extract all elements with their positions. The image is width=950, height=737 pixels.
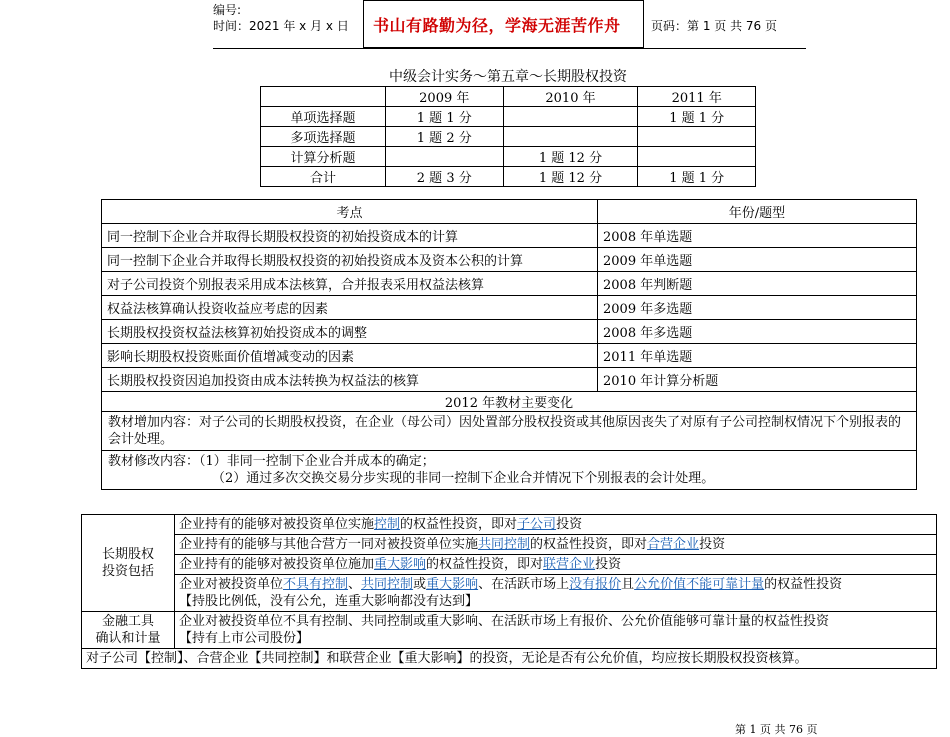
joint-control-term: 共同控制 <box>361 577 414 592</box>
table-row <box>102 320 917 344</box>
year-type-cell: 2010 年计算分析题 <box>598 368 917 392</box>
text: 、 <box>348 577 362 592</box>
text: 的权益性投资，即对 <box>426 557 544 572</box>
page-number-header: 页码：第 1 页 共 76 页 <box>651 19 777 33</box>
table-cell <box>386 147 504 167</box>
table-row <box>261 107 756 127</box>
time-label: 时间：2021 年 x 月 x 日 <box>213 19 349 33</box>
text: 的权益性投资，即对 <box>530 537 648 552</box>
table-cell: 1 题 1 分 <box>638 107 756 127</box>
serial-label: 编号: <box>213 3 242 17</box>
changes-title: 2012 年教材主要变化 <box>102 392 917 412</box>
text: 的权益性投资，即对 <box>400 517 518 532</box>
text: 或 <box>413 577 427 592</box>
fin-label-line-2: 确认和计量 <box>95 631 161 646</box>
other-equity-row <box>175 575 937 612</box>
table-row <box>261 127 756 147</box>
lti-label-line-2: 投资包括 <box>101 564 154 579</box>
fin-label-line-1: 金融工具 <box>101 614 154 629</box>
table-row <box>102 272 917 296</box>
year-type-cell: 2011 年单选题 <box>598 344 917 368</box>
page-number-footer: 第 1 页 共 76 页 <box>735 723 818 736</box>
table-row <box>82 575 937 612</box>
table-row <box>261 167 756 187</box>
test-points-table <box>101 199 917 490</box>
table-row <box>82 555 937 575</box>
column-header: 年份/题型 <box>598 200 917 224</box>
fin-label <box>82 612 175 649</box>
table-row <box>102 200 917 224</box>
column-header: 考点 <box>102 200 598 224</box>
point-cell: 长期股权投资因追加投资由成本法转换为权益法的核算 <box>102 368 598 392</box>
table-cell <box>261 87 386 107</box>
table-row <box>102 224 917 248</box>
financial-instrument-row <box>175 612 937 649</box>
revised-line-2: （2）通过多次交换交易分步实现的非同一控制下企业合并情况下个别报表的会计处理。 <box>212 471 715 486</box>
table-row <box>102 392 917 412</box>
header-rule <box>213 48 806 49</box>
investment-concept-table <box>81 514 937 669</box>
text: 投资 <box>595 557 622 572</box>
table-row <box>102 368 917 392</box>
point-cell: 对子公司投资个别报表采用成本法核算，合并报表采用权益法核算 <box>102 272 598 296</box>
year-type-cell: 2008 年单选题 <box>598 224 917 248</box>
table-cell: 1 题 12 分 <box>503 167 638 187</box>
subsidiary-row <box>175 515 937 535</box>
row-label: 单项选择题 <box>261 107 386 127</box>
table-row <box>261 87 756 107</box>
associate-row <box>175 555 937 575</box>
row-label: 多项选择题 <box>261 127 386 147</box>
year-type-cell: 2009 年单选题 <box>598 248 917 272</box>
no-control-term: 不具有控制 <box>283 577 349 592</box>
no-quote-term: 没有报价 <box>569 577 622 592</box>
text: 企业持有的能够对被投资单位施加 <box>179 557 375 572</box>
table-row <box>102 412 917 451</box>
exam-distribution-table <box>260 86 756 187</box>
table-row <box>82 612 937 649</box>
fair-value-term: 公允价值不能可靠计量 <box>634 577 765 592</box>
table-row <box>102 344 917 368</box>
fin-text: 企业对被投资单位不具有控制、共同控制或重大影响、在活跃市场上有报价、公允价值能够可靠计量的权益性投资 <box>179 614 830 629</box>
lti-label-line-1: 长期股权 <box>101 547 154 562</box>
header-meta <box>213 2 363 34</box>
other-equity-note: 【持股比例低，没有公允，连重大影响都没有达到】 <box>179 594 479 609</box>
point-cell: 长期股权投资权益法核算初始投资成本的调整 <box>102 320 598 344</box>
table-cell <box>503 107 638 127</box>
joint-venture-row <box>175 535 937 555</box>
subsidiary-term: 子公司 <box>517 517 557 532</box>
year-header: 2010 年 <box>503 87 638 107</box>
table-row <box>102 248 917 272</box>
text: 企业持有的能够与其他合营方一同对被投资单位实施 <box>179 537 479 552</box>
year-type-cell: 2008 年多选题 <box>598 320 917 344</box>
summary-row: 对子公司【控制】、合营企业【共同控制】和联营企业【重大影响】的投资，无论是否有公允价值，均应按长期股权投资核算。 <box>82 649 937 669</box>
year-header: 2009 年 <box>386 87 504 107</box>
table-row <box>82 649 937 669</box>
text: 投资 <box>699 537 726 552</box>
revised-line-1: 教材修改内容：（1）非同一控制下企业合并成本的确定； <box>108 454 435 469</box>
point-cell: 影响长期股权投资账面价值增减变动的因素 <box>102 344 598 368</box>
document-title: 中级会计实务～第五章～长期股权投资 <box>389 69 627 85</box>
table-row <box>82 515 937 535</box>
text: 企业持有的能够对被投资单位实施 <box>179 517 375 532</box>
text: 投资 <box>556 517 583 532</box>
year-type-cell: 2009 年多选题 <box>598 296 917 320</box>
fin-note: 【持有上市公司股份】 <box>179 631 310 646</box>
revised-content <box>102 451 917 490</box>
joint-venture-term: 合营企业 <box>647 537 700 552</box>
text: 的权益性投资 <box>764 577 843 592</box>
table-cell: 1 题 2 分 <box>386 127 504 147</box>
table-cell <box>638 127 756 147</box>
table-cell: 1 题 1 分 <box>386 107 504 127</box>
associate-term: 联营企业 <box>543 557 596 572</box>
table-cell: 2 题 3 分 <box>386 167 504 187</box>
row-label: 计算分析题 <box>261 147 386 167</box>
table-cell: 1 题 12 分 <box>503 147 638 167</box>
table-cell <box>503 127 638 147</box>
text: 且 <box>621 577 635 592</box>
text: 企业对被投资单位 <box>179 577 284 592</box>
table-row <box>102 451 917 490</box>
joint-control-term: 共同控制 <box>478 537 531 552</box>
motto: 书山有路勤为径，学海无涯苦作舟 <box>373 16 621 35</box>
significant-influence-term: 重大影响 <box>426 577 479 592</box>
year-header: 2011 年 <box>638 87 756 107</box>
row-label: 合计 <box>261 167 386 187</box>
table-cell <box>638 147 756 167</box>
added-content: 教材增加内容：对子公司的长期股权投资，在企业（母公司）因处置部分股权投资或其他原因丧失了对原有子公司控制权情况下个别报表的会计处理。 <box>102 412 917 451</box>
table-row <box>82 535 937 555</box>
table-row <box>102 296 917 320</box>
control-term: 控制 <box>374 517 401 532</box>
table-row <box>261 147 756 167</box>
other-equity-line <box>179 576 932 593</box>
table-cell: 1 题 1 分 <box>638 167 756 187</box>
point-cell: 同一控制下企业合并取得长期股权投资的初始投资成本的计算 <box>102 224 598 248</box>
year-type-cell: 2008 年判断题 <box>598 272 917 296</box>
point-cell: 同一控制下企业合并取得长期股权投资的初始投资成本及资本公积的计算 <box>102 248 598 272</box>
text: 、在活跃市场上 <box>478 577 570 592</box>
significant-influence-term: 重大影响 <box>374 557 427 572</box>
point-cell: 权益法核算确认投资收益应考虑的因素 <box>102 296 598 320</box>
lti-label <box>82 515 175 612</box>
